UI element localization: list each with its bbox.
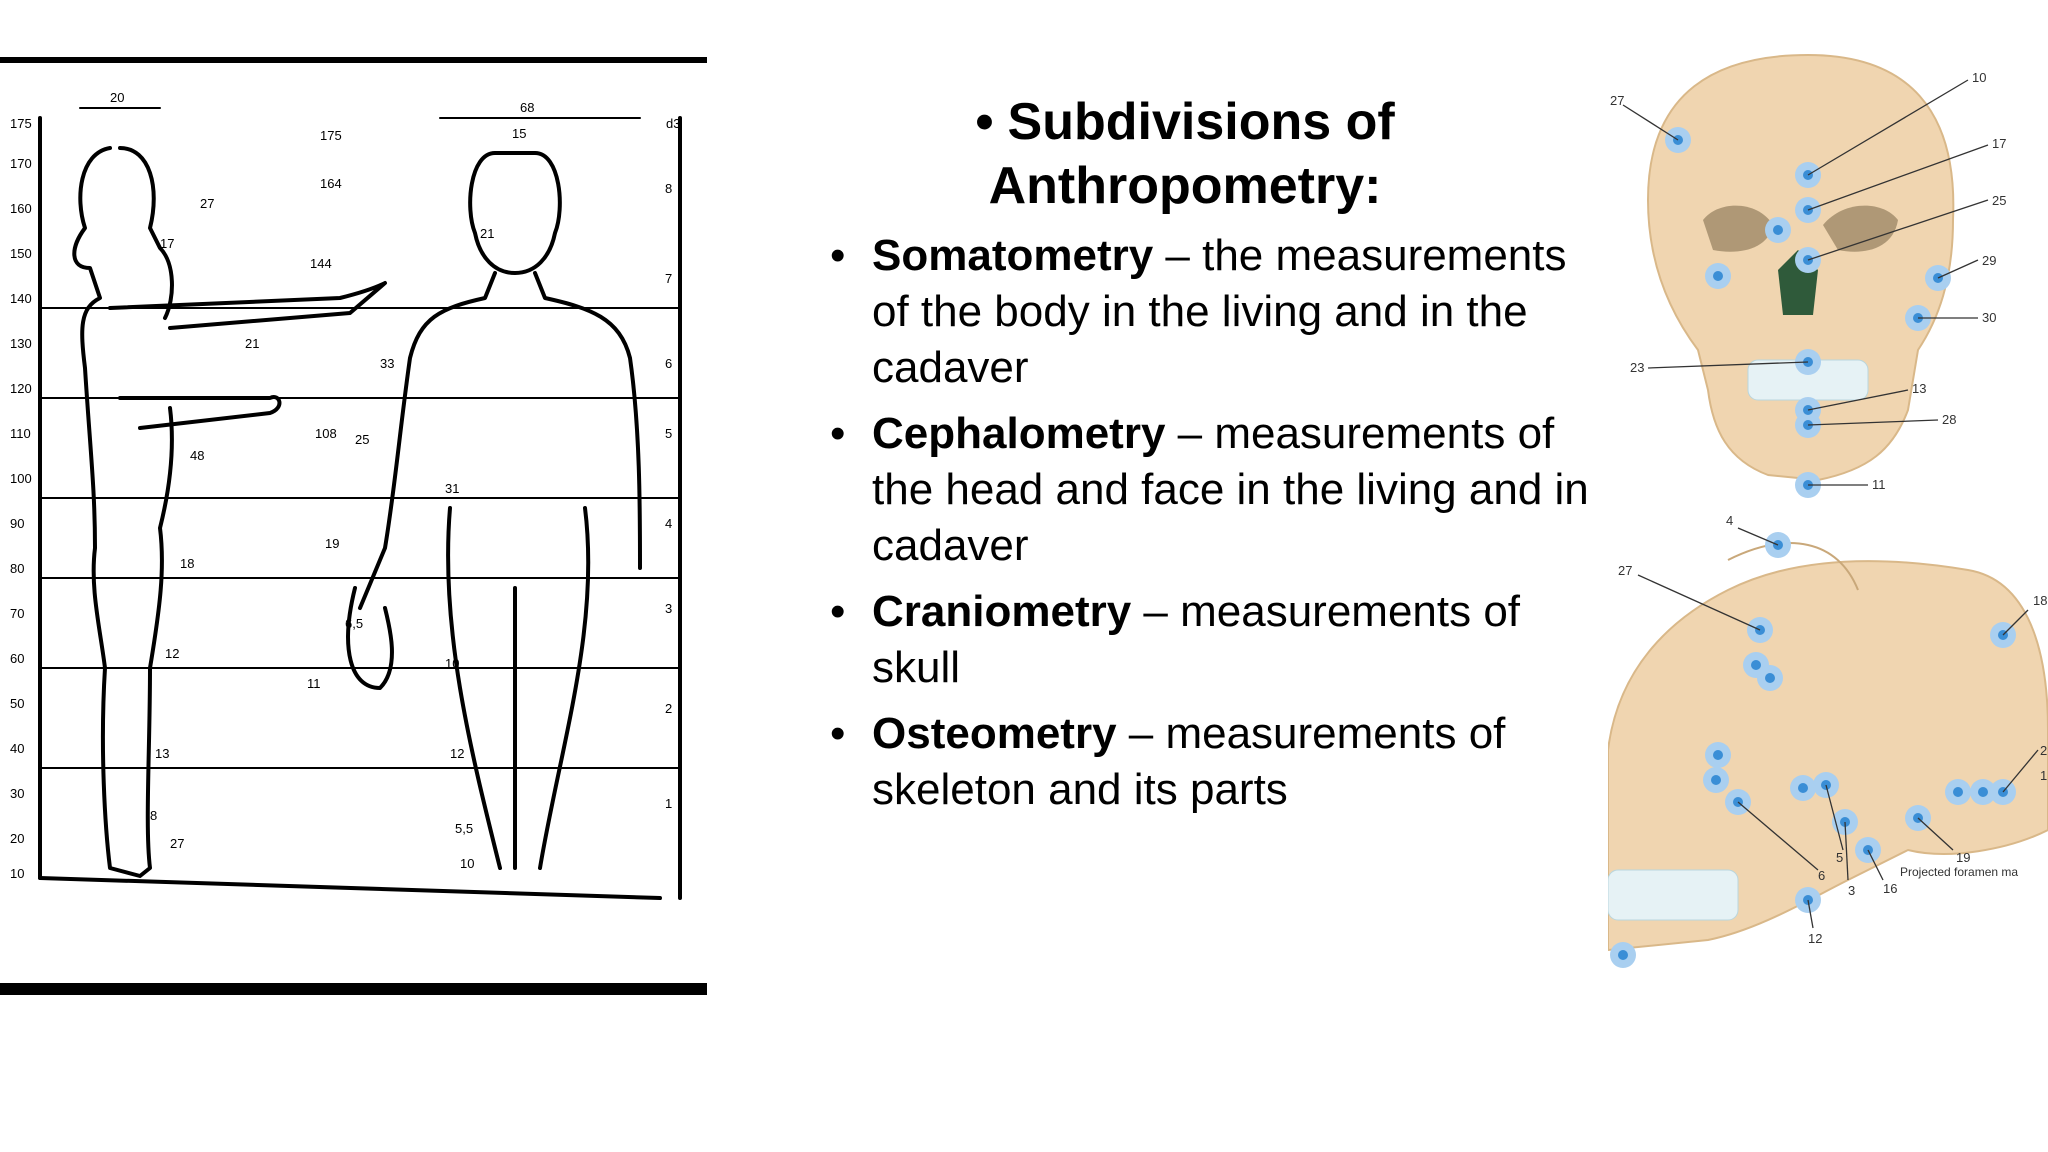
skull-landmark-label: 11 xyxy=(1872,477,1886,492)
item-description: – measurements of skull xyxy=(872,587,1521,692)
slide-title-text: Subdivisions of Anthropometry: xyxy=(988,93,1395,215)
scale-tick-label: 120 xyxy=(10,381,32,396)
skull-landmark-label: 1 xyxy=(2040,768,2048,783)
top-rule xyxy=(0,57,707,63)
dimension-label: 12 xyxy=(165,646,180,661)
top-dimension-label: 20 xyxy=(110,90,125,105)
scale-tick-label: 40 xyxy=(10,741,25,756)
list-item xyxy=(830,228,1590,396)
dimension-label: 27 xyxy=(200,196,215,211)
dimension-label: 5,5 xyxy=(455,821,474,836)
list-item xyxy=(830,406,1590,574)
scale-tick-label: 70 xyxy=(10,606,25,621)
bullet: • xyxy=(830,587,846,636)
list-item xyxy=(830,706,1590,818)
skull-landmark-label: 25 xyxy=(1992,193,2007,208)
scale-tick-label: 175 xyxy=(10,116,32,131)
dimension-label: 11 xyxy=(307,676,321,691)
side-skull xyxy=(1608,513,2048,968)
right-scale-label: 3 xyxy=(665,601,673,616)
scale-tick-label: 30 xyxy=(10,786,25,801)
dimension-label: 12 xyxy=(450,746,465,761)
dimension-label: 48 xyxy=(190,448,205,463)
dimension-label: 10 xyxy=(460,856,475,871)
right-scale-label: 2 xyxy=(665,701,673,716)
title-bullet: • xyxy=(975,93,994,151)
skull-landmark-label: 27 xyxy=(1618,563,1633,578)
dimension-label: 13 xyxy=(155,746,170,761)
skull-landmark-label: 27 xyxy=(1610,93,1625,108)
skull-landmark-label: 4 xyxy=(1726,513,1734,528)
front-skull xyxy=(1610,55,2006,498)
dimension-label: 21 xyxy=(245,336,260,351)
skull-landmark-label: 28 xyxy=(1942,412,1957,427)
skull-landmark-label: 10 xyxy=(1972,70,1987,85)
skull-landmark-label: 6 xyxy=(1818,868,1826,883)
skull-landmark-label: 19 xyxy=(1956,850,1971,865)
skull-landmark-figure xyxy=(1608,50,2048,980)
item-description: – measurements of the head and face in the living and in cadaver xyxy=(872,409,1589,570)
scale-tick-label: 150 xyxy=(10,246,32,261)
scale-tick-label: 100 xyxy=(10,471,32,486)
bottom-rule xyxy=(0,983,707,995)
right-scale-label: 8 xyxy=(665,181,673,196)
skull-landmark-label: 12 xyxy=(1808,931,1823,946)
skull-landmark-label: 2 xyxy=(2040,743,2048,758)
right-scale-label: 5 xyxy=(665,426,673,441)
skull-landmark-label: 5 xyxy=(1836,850,1844,865)
dimension-label: 21 xyxy=(480,226,495,241)
scale-tick-label: 60 xyxy=(10,651,25,666)
item-term: Craniometry xyxy=(872,587,1132,636)
item-description: – measurements of skeleton and its parts xyxy=(872,709,1506,814)
dimension-label: 19 xyxy=(325,536,340,551)
bullet: • xyxy=(830,231,846,280)
item-term: Cephalometry xyxy=(872,409,1166,458)
scale-tick-label: 80 xyxy=(10,561,25,576)
item-term: Osteometry xyxy=(872,709,1117,758)
scale-tick-label: 130 xyxy=(10,336,32,351)
skull-landmark-label: 29 xyxy=(1982,253,1997,268)
dimension-label: 144 xyxy=(310,256,332,271)
body-measurement-figure xyxy=(0,68,700,980)
top-dimension-label: 15 xyxy=(512,126,527,141)
list-item xyxy=(830,584,1590,696)
right-scale-label: 1 xyxy=(665,796,673,811)
dimension-label: 31 xyxy=(445,481,460,496)
scale-tick-label: 140 xyxy=(10,291,32,306)
skull-landmark-label: 13 xyxy=(1912,381,1927,396)
scale-tick-label: 90 xyxy=(10,516,25,531)
scale-tick-label: 160 xyxy=(10,201,32,216)
right-scale-label: 7 xyxy=(665,271,673,286)
slide-title xyxy=(950,90,1420,218)
dimension-label: 33 xyxy=(380,356,395,371)
skull-landmark-label: 16 xyxy=(1883,881,1898,896)
dimension-label: 18 xyxy=(180,556,195,571)
right-scale-label: 4 xyxy=(665,516,673,531)
dimension-label: 17 xyxy=(160,236,175,251)
top-dimension-label: d3 xyxy=(666,116,681,131)
right-scale-label: 6 xyxy=(665,356,673,371)
dimension-label: 10 xyxy=(445,656,460,671)
dimension-label: 6,5 xyxy=(345,616,364,631)
scale-tick-label: 20 xyxy=(10,831,25,846)
subdivision-list xyxy=(830,228,1590,828)
scale-tick-label: 110 xyxy=(10,426,31,441)
skull-landmark-label: 18 xyxy=(2033,593,2048,608)
item-description: – the measurements of the body in the living and in the cadaver xyxy=(872,231,1567,392)
dimension-label: 108 xyxy=(315,426,337,441)
dimension-label: 25 xyxy=(355,432,370,447)
skull-landmark-label: 23 xyxy=(1630,360,1645,375)
scale-tick-label: 10 xyxy=(10,866,25,881)
dimension-label: 164 xyxy=(320,176,342,191)
dimension-label: 8 xyxy=(150,808,158,823)
top-dimension-label: 68 xyxy=(520,100,535,115)
dimension-label: 27 xyxy=(170,836,185,851)
skull-landmark-label: 30 xyxy=(1982,310,1997,325)
skull-landmark-label: 3 xyxy=(1848,883,1856,898)
dimension-label: 175 xyxy=(320,128,342,143)
bullet: • xyxy=(830,409,846,458)
skull-landmark-label: 17 xyxy=(1992,136,2007,151)
skull-caption: Projected foramen ma xyxy=(1900,865,2019,879)
item-term: Somatometry xyxy=(872,231,1154,280)
scale-tick-label: 50 xyxy=(10,696,25,711)
bullet: • xyxy=(830,709,846,758)
scale-tick-label: 170 xyxy=(10,156,32,171)
